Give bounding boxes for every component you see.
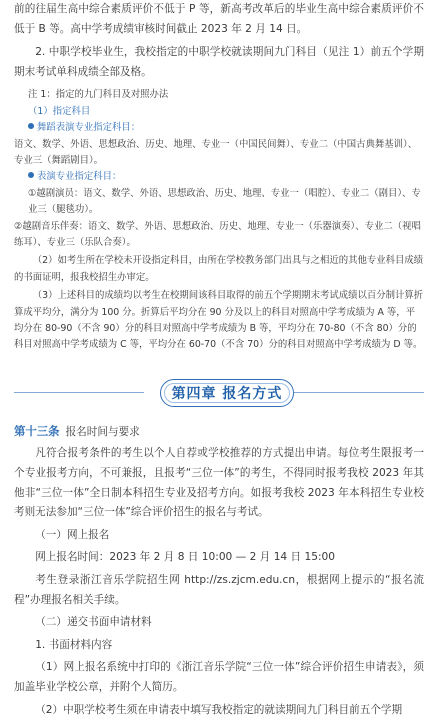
bullet-dot-icon [28,123,34,129]
section-1-title: （一）网上报名 [35,528,110,541]
section-1-time: 网上报名时间：2023 年 2 月 8 日 10:00 — 2 月 14 日 15:00 [35,551,336,564]
chapter-title: 第四章 报名方式 [171,385,283,402]
article-13-paragraph: 凡符合报考条件的考生以个人自荐或学校推荐的方式提出申请。每位考生限报考一个专业报考方向，不可兼报，且报考“三位一体”的考生，不得同时报考我校 2023 年其他非“三位一体”全日制本科招生专业及招考方向。如报考我校 2023 年本科招生专业校考则无法参加“三位一体”综合评价招生的报名与考试。 [14,447,424,519]
dance-text: 语文、数学、外语、思想政治、历史、地理、专业一（中国民间舞）、专业二（中国古典舞基训）、专业三（舞蹈剧目）。 [14,138,418,166]
dance-title: 舞蹈表演专业指定科目： [14,120,424,136]
note-sub1: （1）指定科目 [28,105,91,117]
chapter-rule-left [14,392,144,393]
note-sub3: （3）上述科目的成绩均以考生在校期间该科目取得的前五个学期期末考试成绩以百分制计算折算成平均分，满分为 100 分。折算后平均分在 90 分及以上的科目对照高中学考成绩为 A 等，平均分在 80-90（不含 90）分的科目对照高中学考成绩为 B 等，平均分在 70-80（不含 80）分的科目对照高中学考成绩为 C 等，平均分在 60-70（不含 70）分的科目对照高中学考成绩为 D 等。 [14,290,424,351]
perform-item-2: ②越剧音乐伴奏：语文、数学、外语、思想政治、历史、地理、专业一（乐器演奏）、专业二（视唱练耳）、专业三（乐队合奏）。 [14,220,421,249]
article-heading: 报名时间与要求 [65,425,140,438]
section-1-text: 考生登录浙江音乐学院招生网 http://zs.zjcm.edu.cn，根据网上提示的“报名流程”办理报名相关手续。 [14,574,424,606]
section-2-item-1: 1. 书面材料内容 [35,638,113,651]
note-title: 注 1：指定的九门科目及对照办法 [28,89,169,101]
perform-title: 表演专业指定科目： [14,169,424,185]
section-2-item-1-2: （2）中职学校考生须在申请表中填写我校指定的就读期间九门科目前五个学期 [35,703,403,716]
chapter-rule-right [294,392,424,393]
chapter-title-box [160,379,294,407]
section-2-item-1-1: （1）网上报名系统中打印的《浙江音乐学院“三位一体”综合评价招生申请表》，须加盖毕业学校公章，并附个人简历。 [14,661,424,693]
chapter-heading [14,368,424,418]
note-sub2: （2）如考生所在学校未开设指定科目，由所在学校教务部门出具与之相近的其他专业科目成绩的书面证明，报我校招生办审定。 [14,255,424,283]
perform-block [14,169,424,251]
bullet-dot-icon [28,172,34,178]
article-number: 第十三条 [14,423,60,438]
perform-item-1: ①越剧演员：语文、数学、外语、思想政治、历史、地理、专业一（唱腔）、专业二（剧目）、专业三（腿毯功）。 [28,187,421,216]
note-block [14,87,424,120]
article-13-heading [14,422,424,443]
item-2-paragraph: 2. 中职学校毕业生，我校指定的中职学校就读期间九门科目（见注 1）前五个学期期末考试单科成绩全部及格。 [14,46,424,78]
continuation-paragraph: 前的往届生高中综合素质评价不低于 P 等，新高考改革后的毕业生高中综合素质评价不低于 B 等。高中学考成绩审核时间截止 2023 年 2 月 14 日。 [14,3,424,35]
dance-block [14,120,424,169]
section-2-title: （二）递交书面申请材料 [35,616,152,629]
